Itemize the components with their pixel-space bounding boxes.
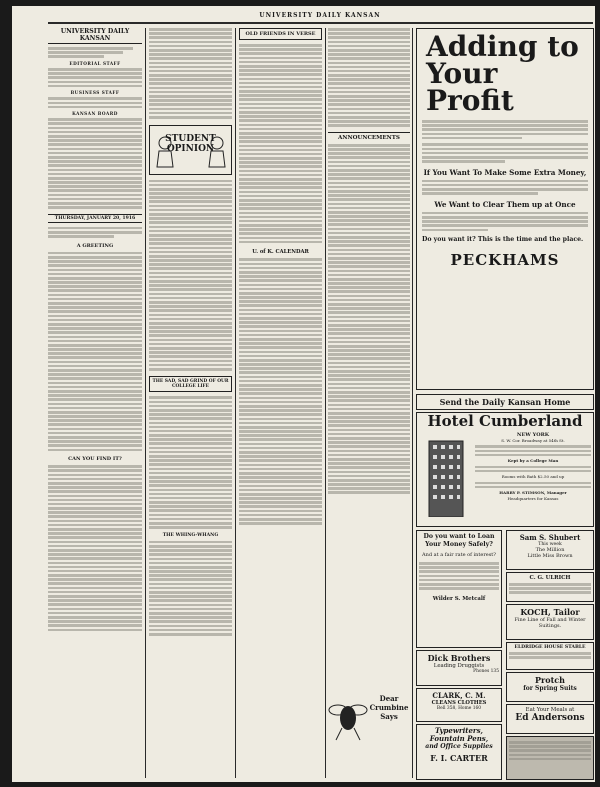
clark-subtitle: CLEANS CLOTHES (431, 700, 487, 706)
column-rule (412, 28, 413, 778)
hotel-desc (475, 445, 591, 456)
koch-ad (506, 604, 594, 640)
adding-clear-up: We Want to Clear Them up at Once (434, 199, 576, 209)
eat-meals-line: Eat Your Meals at (525, 707, 575, 713)
masthead (50, 9, 590, 21)
hotel-headquarters: Headquarters for Kansas (507, 495, 559, 501)
ulrich-ad (506, 572, 594, 602)
eldridge-title: ELDRIDGE HOUSE STABLE (514, 645, 586, 650)
dick-phone: Phones 135 (473, 669, 499, 674)
column-rule (325, 28, 326, 778)
crumbine-line-2: Crumbine (369, 703, 409, 712)
greeting-text (48, 252, 142, 451)
kansan-board-list (48, 118, 142, 209)
typewriters-line-1: Typewriters, (435, 726, 483, 735)
can-you-find-it-heading: CAN YOU FIND IT? (68, 456, 122, 463)
peckhams-ad (416, 28, 594, 390)
ed-andersons-ad (506, 704, 594, 734)
koch-title: KOCH, Tailor (520, 607, 580, 617)
adding-title (426, 30, 588, 117)
crumbine-heading (368, 694, 410, 721)
adding-title-1: Adding to (426, 30, 579, 63)
loan-name: Wilder S. Metcalf (432, 595, 486, 602)
adding-title-2: Your Profit (426, 57, 514, 117)
clark-phone: Bell 358, Home 160 (436, 706, 482, 711)
dick-title: Dick Brothers (427, 653, 491, 663)
fly-illustration-icon (328, 688, 368, 748)
dick-brothers-ad (416, 650, 502, 686)
adding-question: Do you want it? This is the time and the place. (422, 236, 584, 244)
adding-mid-text (422, 180, 588, 195)
column-rule (235, 28, 236, 778)
crumbine-ad (328, 688, 410, 768)
clark-ad (416, 688, 502, 722)
send-home-banner: Send the Daily Kansan Home (416, 394, 594, 410)
eldridge-text (509, 652, 591, 659)
announcements-text (328, 144, 410, 494)
loan-ad (416, 530, 502, 648)
column-rule (145, 28, 146, 778)
hotel-city: NEW YORK (516, 432, 550, 438)
hotel-rates: Rooms with Bath $2.50 and up (501, 474, 565, 480)
greeting-heading: A GREETING (76, 242, 114, 249)
masthead-rule (48, 22, 593, 24)
old-friends-heading-box (239, 28, 322, 40)
dick-subtitle: Leading Druggists (433, 663, 485, 669)
eldridge-ad (506, 642, 594, 670)
editorial-staff-heading: EDITORIAL STAFF (69, 60, 121, 66)
paper-title: UNIVERSITY DAILY KANSAN (48, 28, 142, 44)
column-2 (149, 28, 232, 778)
kansan-board-heading: KANSAN BOARD (72, 111, 118, 117)
hotel-details (475, 433, 591, 501)
hotel-title: Hotel Cumberland (427, 412, 583, 430)
carter-ad (416, 724, 502, 780)
adding-intro-text (422, 120, 588, 139)
peckhams-logo: PECKHAMS (450, 251, 560, 270)
business-staff-heading: BUSINESS STAFF (70, 90, 120, 96)
cleaning-text (509, 741, 591, 760)
clark-title: CLARK, C. M. (432, 691, 486, 700)
editorial-staff-list (48, 68, 142, 87)
opening-text (48, 227, 142, 238)
loan-subtitle: And at a fair rate of interest? (422, 552, 496, 558)
business-staff-list (48, 97, 142, 108)
loan-text (419, 562, 499, 590)
newspaper-page (12, 6, 595, 782)
paper-info-text (48, 47, 142, 58)
shubert-title: Sam S. Shubert (519, 533, 581, 542)
hotel-manager: HARRY P. STIMSON, Manager (499, 490, 567, 496)
adding-body-text (422, 143, 588, 162)
column-3 (239, 28, 322, 778)
hotel-cumberland-ad (416, 412, 594, 527)
whing-whang-heading: THE WHING-WHANG (162, 532, 219, 538)
calendar-heading: U. of K. CALENDAR (252, 249, 309, 256)
hotel-desc-2 (475, 466, 591, 473)
protch-subtitle: for Spring Suits (523, 685, 577, 692)
column-1 (48, 28, 142, 778)
sad-grind-text (149, 396, 232, 528)
crumbine-line-3: Says (380, 712, 398, 721)
old-friends-heading: OLD FRIENDS IN VERSE (245, 31, 316, 37)
shubert-line-2: The Million (535, 547, 565, 553)
column-4-top-text (328, 28, 410, 127)
whing-whang-text (149, 541, 232, 636)
masthead-title: UNIVERSITY DAILY KANSAN (259, 11, 381, 19)
ulrich-text (509, 583, 591, 594)
advertisement-column (416, 28, 594, 780)
announcements-heading: ANNOUNCEMENTS (328, 132, 410, 141)
adding-extra-money: If You Want To Make Some Extra Money, (423, 167, 587, 177)
typewriters-line-3: and Office Supplies (425, 743, 493, 750)
crumbine-line-1: Dear (379, 694, 399, 703)
protch-title: Protch (535, 675, 565, 685)
protch-ad (506, 672, 594, 702)
loan-title: Do you want to Loan Your Money Safely? (423, 533, 495, 548)
issue-date: THURSDAY, JANUARY 20, 1916 (48, 214, 142, 223)
ulrich-title: C. G. ULRICH (529, 575, 571, 581)
column-2-top-text (149, 28, 232, 119)
hotel-location: S. W. Cor. Broadway at 54th St. (501, 438, 565, 444)
student-opinion-logo (149, 125, 232, 175)
sad-grind-heading-box (149, 376, 232, 393)
old-friends-text (239, 44, 322, 243)
student-opinion-text (149, 180, 232, 371)
hotel-building-icon (423, 437, 469, 517)
shubert-line-3: Little Miss Brown (527, 553, 573, 559)
hotel-desc-3 (475, 482, 591, 489)
adding-lower-text (422, 212, 588, 231)
cleaning-ad (506, 736, 594, 780)
hotel-tagline: Kept by a College Man (507, 458, 559, 464)
student-opinion-title: STUDENT OPINION (165, 133, 216, 154)
shubert-line-1: This week (538, 542, 562, 547)
can-you-find-it-text (48, 465, 142, 631)
ed-andersons-title: Ed Andersons (515, 713, 585, 723)
koch-line: Fine Line of Fall and Winter Suitings. (514, 617, 586, 630)
shubert-ad (506, 530, 594, 570)
carter-name: F. I. CARTER (430, 753, 488, 763)
typewriters-line-2: Fountain Pens, (429, 734, 489, 743)
calendar-text (239, 258, 322, 524)
column-4 (328, 28, 410, 778)
sad-grind-heading: THE SAD, SAD GRIND OF OUR COLLEGE LIFE (152, 378, 229, 389)
